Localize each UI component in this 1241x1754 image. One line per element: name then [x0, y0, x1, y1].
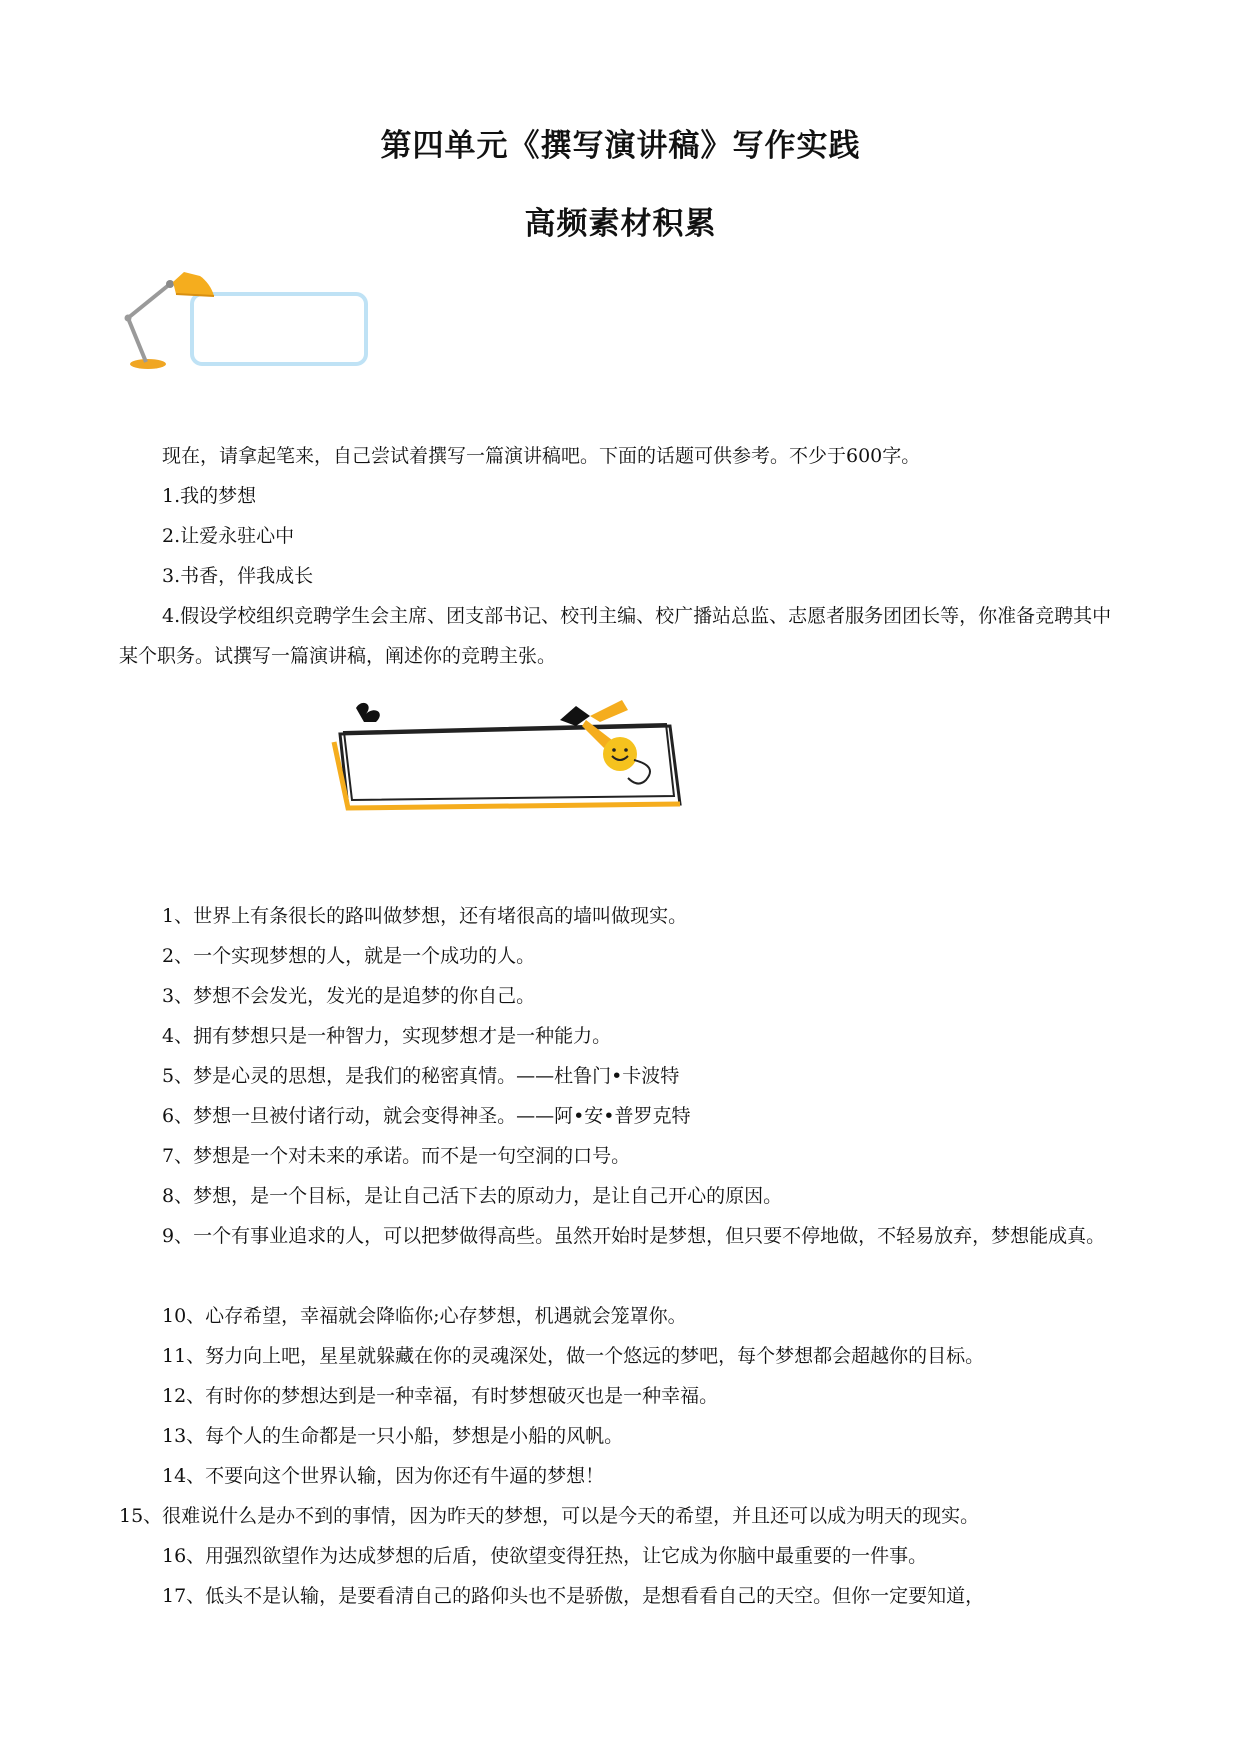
material-item: 7、梦想是一个对未来的承诺。而不是一句空洞的口号。 — [162, 1145, 631, 1167]
page-subtitle: 高频素材积累 — [524, 206, 717, 242]
material-item: 2、一个实现梦想的人，就是一个成功的人。 — [162, 945, 536, 967]
material-item: 16、用强烈欲望作为达成梦想的后盾，使欲望变得狂热，让它成为你脑中最重要的一件事。 — [162, 1545, 928, 1567]
topic-item: 4.假设学校组织竞聘学生会主席、团支部书记、校刊主编、校广播站总监、志愿者服务团团长等，你准备竞聘其中某个职务。试撰写一篇演讲稿，阐述你的竞聘主张。 — [119, 605, 1112, 667]
material-item: 17、低头不是认输，是要看清自己的路仰头也不是骄傲，是想看看自己的天空。但你一定要知道， — [162, 1585, 985, 1607]
material-item: 4、拥有梦想只是一种智力，实现梦想才是一种能力。 — [162, 1025, 612, 1047]
material-item: 15、很难说什么是办不到的事情，因为昨天的梦想，可以是今天的希望，并且还可以成为明天的现实。 — [119, 1505, 980, 1527]
desk-lamp-icon — [118, 272, 378, 372]
paper-frame-icon — [328, 696, 700, 814]
material-item: 6、梦想一旦被付诸行动，就会变得神圣。——阿•安•普罗克特 — [162, 1105, 691, 1127]
topic-item: 3.书香，伴我成长 — [162, 565, 314, 587]
material-item: 13、每个人的生命都是一只小船，梦想是小船的风帆。 — [162, 1425, 624, 1447]
material-item: 1、世界上有条很长的路叫做梦想，还有堵很高的墙叫做现实。 — [162, 905, 688, 927]
material-item: 5、梦是心灵的思想，是我们的秘密真情。——杜鲁门•卡波特 — [162, 1065, 680, 1087]
material-item: 12、有时你的梦想达到是一种幸福，有时梦想破灭也是一种幸福。 — [162, 1385, 719, 1407]
material-item: 8、梦想，是一个目标，是让自己活下去的原动力，是让自己开心的原因。 — [162, 1185, 783, 1207]
page-title: 第四单元《撰写演讲稿》写作实践 — [380, 128, 861, 164]
material-item: 14、不要向这个世界认输，因为你还有牛逼的梦想！ — [162, 1465, 605, 1487]
topic-item: 1.我的梦想 — [162, 485, 257, 507]
material-item: 3、梦想不会发光，发光的是追梦的你自己。 — [162, 985, 536, 1007]
prompt-intro: 现在，请拿起笔来，自己尝试着撰写一篇演讲稿吧。下面的话题可供参考。不少于600字。 — [162, 445, 921, 467]
material-item: 11、努力向上吧，星星就躲藏在你的灵魂深处，做一个悠远的梦吧，每个梦想都会超越你的目标。 — [162, 1345, 985, 1367]
material-item: 9、一个有事业追求的人，可以把梦做得高些。虽然开始时是梦想，但只要不停地做，不轻易放弃，梦想能成真。 — [162, 1225, 1106, 1247]
material-item: 10、心存希望，幸福就会降临你;心存梦想，机遇就会笼罩你。 — [162, 1305, 687, 1327]
topic-item: 2.让爱永驻心中 — [162, 525, 295, 547]
